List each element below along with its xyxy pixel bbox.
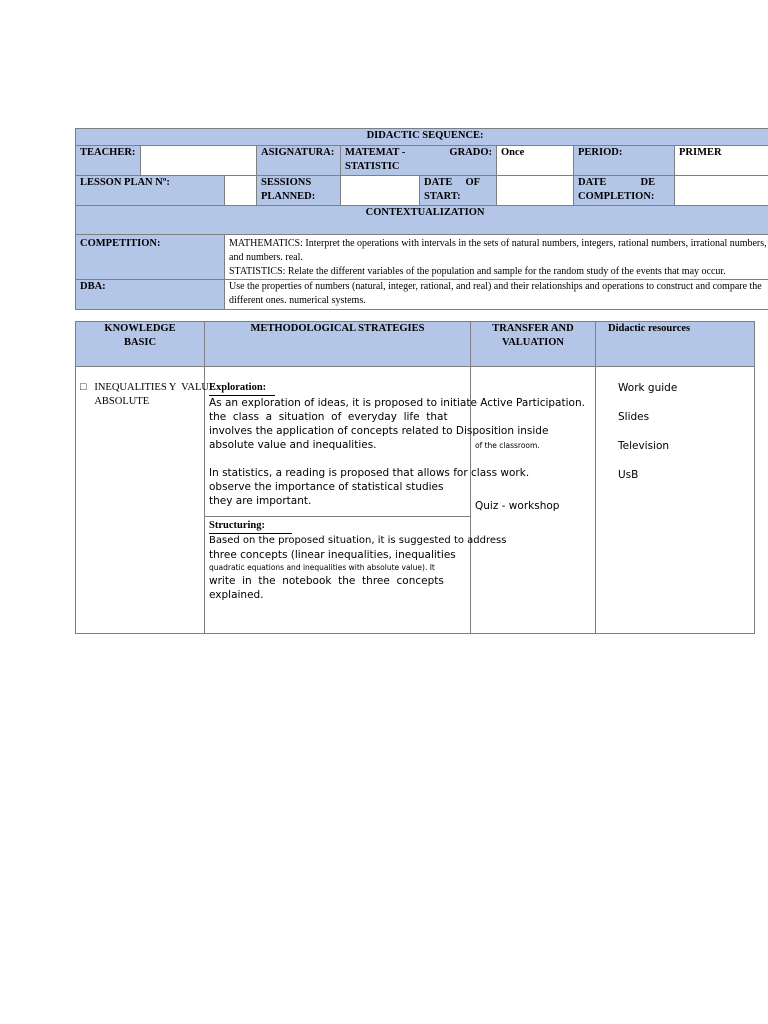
teacher-label: TEACHER: xyxy=(76,146,141,176)
date-start-label-line1: DATE OF xyxy=(424,177,481,188)
checkbox-bullet-icon: □ xyxy=(80,382,87,393)
col-knowledge-line2: BASIC xyxy=(123,337,157,348)
resources-cell xyxy=(596,367,755,634)
exploration-line2: the class a situation of everyday life that xyxy=(209,411,448,423)
competition-math: MATHEMATICS: Interpret the operations with intervals in the sets of natural numbers, integers, rational numbers, irrational numbers, and numbers. real. xyxy=(229,238,767,263)
knowledge-cell xyxy=(76,367,216,634)
transfer-quiz: Quiz - workshop xyxy=(475,500,560,512)
knowledge-line2: ABSOLUTE xyxy=(94,396,150,407)
knowledge-line1: INEQUALITIES Y VALUE xyxy=(94,382,216,393)
asignatura-value-line1: MATEMAT - xyxy=(345,147,406,158)
resource-item: Television xyxy=(618,440,670,452)
asignatura-value-line2: STATISTIC xyxy=(345,161,400,172)
resource-item: UsB xyxy=(618,469,639,481)
date-start-field xyxy=(497,176,574,206)
resource-item: Slides xyxy=(618,411,650,423)
transfer-note: of the classroom. xyxy=(475,441,540,450)
asignatura-label: ASIGNATURA: xyxy=(257,146,341,176)
exploration-line7: they are important. xyxy=(209,495,312,507)
structuring-line1: Based on the proposed situation, it is suggested to address xyxy=(209,535,507,546)
sequence-title: DIDACTIC SEQUENCE: xyxy=(76,129,768,146)
col-transfer-line1: TRANSFER AND xyxy=(492,323,574,334)
col-transfer-line2: VALUATION xyxy=(501,337,565,348)
exploration-title: Exploration: xyxy=(209,381,275,396)
sessions-label-line2: PLANNED: xyxy=(261,191,316,202)
col-resources-header: Didactic resources xyxy=(596,322,755,367)
exploration-line6: observe the importance of statistical studies xyxy=(209,481,444,493)
lesson-plan-field xyxy=(225,176,257,206)
sessions-field xyxy=(341,176,420,206)
period-label: PERIOD: xyxy=(574,146,675,176)
col-transfer-header xyxy=(471,322,596,367)
teacher-field xyxy=(141,146,257,176)
structuring-line3: quadratic equations and inequalities with absolute value). It xyxy=(209,563,435,572)
competition-value xyxy=(225,235,768,280)
date-start-label xyxy=(420,176,497,206)
exploration-line3: involves the application of concepts related to Disposition inside xyxy=(209,425,549,437)
exploration-line1: As an exploration of ideas, it is proposed to initiate Active Participation. xyxy=(209,397,585,409)
grado-label: GRADO: xyxy=(449,147,492,158)
section-divider xyxy=(205,516,470,517)
exploration-line4: absolute value and inequalities. xyxy=(209,439,377,451)
date-completion-label-line1: DATE DE xyxy=(578,177,656,188)
col-knowledge-header xyxy=(76,322,205,367)
grado-value: Once xyxy=(497,146,574,176)
didactic-sequence-table xyxy=(75,128,768,310)
lesson-plan-label: LESSON PLAN Nº: xyxy=(76,176,225,206)
structuring-line2: three concepts (linear inequalities, inequalities xyxy=(209,549,456,561)
dba-value: Use the properties of numbers (natural, integer, rational, and real) and their relationships and operations to construct and compare the different ones. numerical systems. xyxy=(225,280,768,310)
date-completion-field xyxy=(675,176,768,206)
date-start-label-line2: START: xyxy=(424,191,461,202)
period-value: PRIMER xyxy=(675,146,768,176)
exploration-line5: In statistics, a reading is proposed that allows for class work. xyxy=(209,467,530,479)
date-completion-label xyxy=(574,176,675,206)
resource-item: Work guide xyxy=(618,382,678,394)
sessions-label xyxy=(257,176,341,206)
structuring-line4: write in the notebook the three concepts xyxy=(209,575,444,587)
sessions-label-line1: SESSIONS xyxy=(261,177,312,188)
competition-stats: STATISTICS: Relate the different variables of the population and sample for the random study of the events that may occur. xyxy=(229,266,726,277)
competition-label: COMPETITION: xyxy=(76,235,225,280)
col-strategies-header: METHODOLOGICAL STRATEGIES xyxy=(205,322,471,367)
lesson-table xyxy=(75,321,755,634)
structuring-title: Structuring: xyxy=(209,519,292,534)
col-knowledge-line1: KNOWLEDGE xyxy=(104,323,176,334)
date-completion-label-line2: COMPLETION: xyxy=(578,191,655,202)
contextualization-heading: CONTEXTUALIZATION xyxy=(76,206,768,235)
dba-label: DBA: xyxy=(76,280,225,310)
structuring-line5: explained. xyxy=(209,589,264,601)
asignatura-value xyxy=(341,146,497,176)
